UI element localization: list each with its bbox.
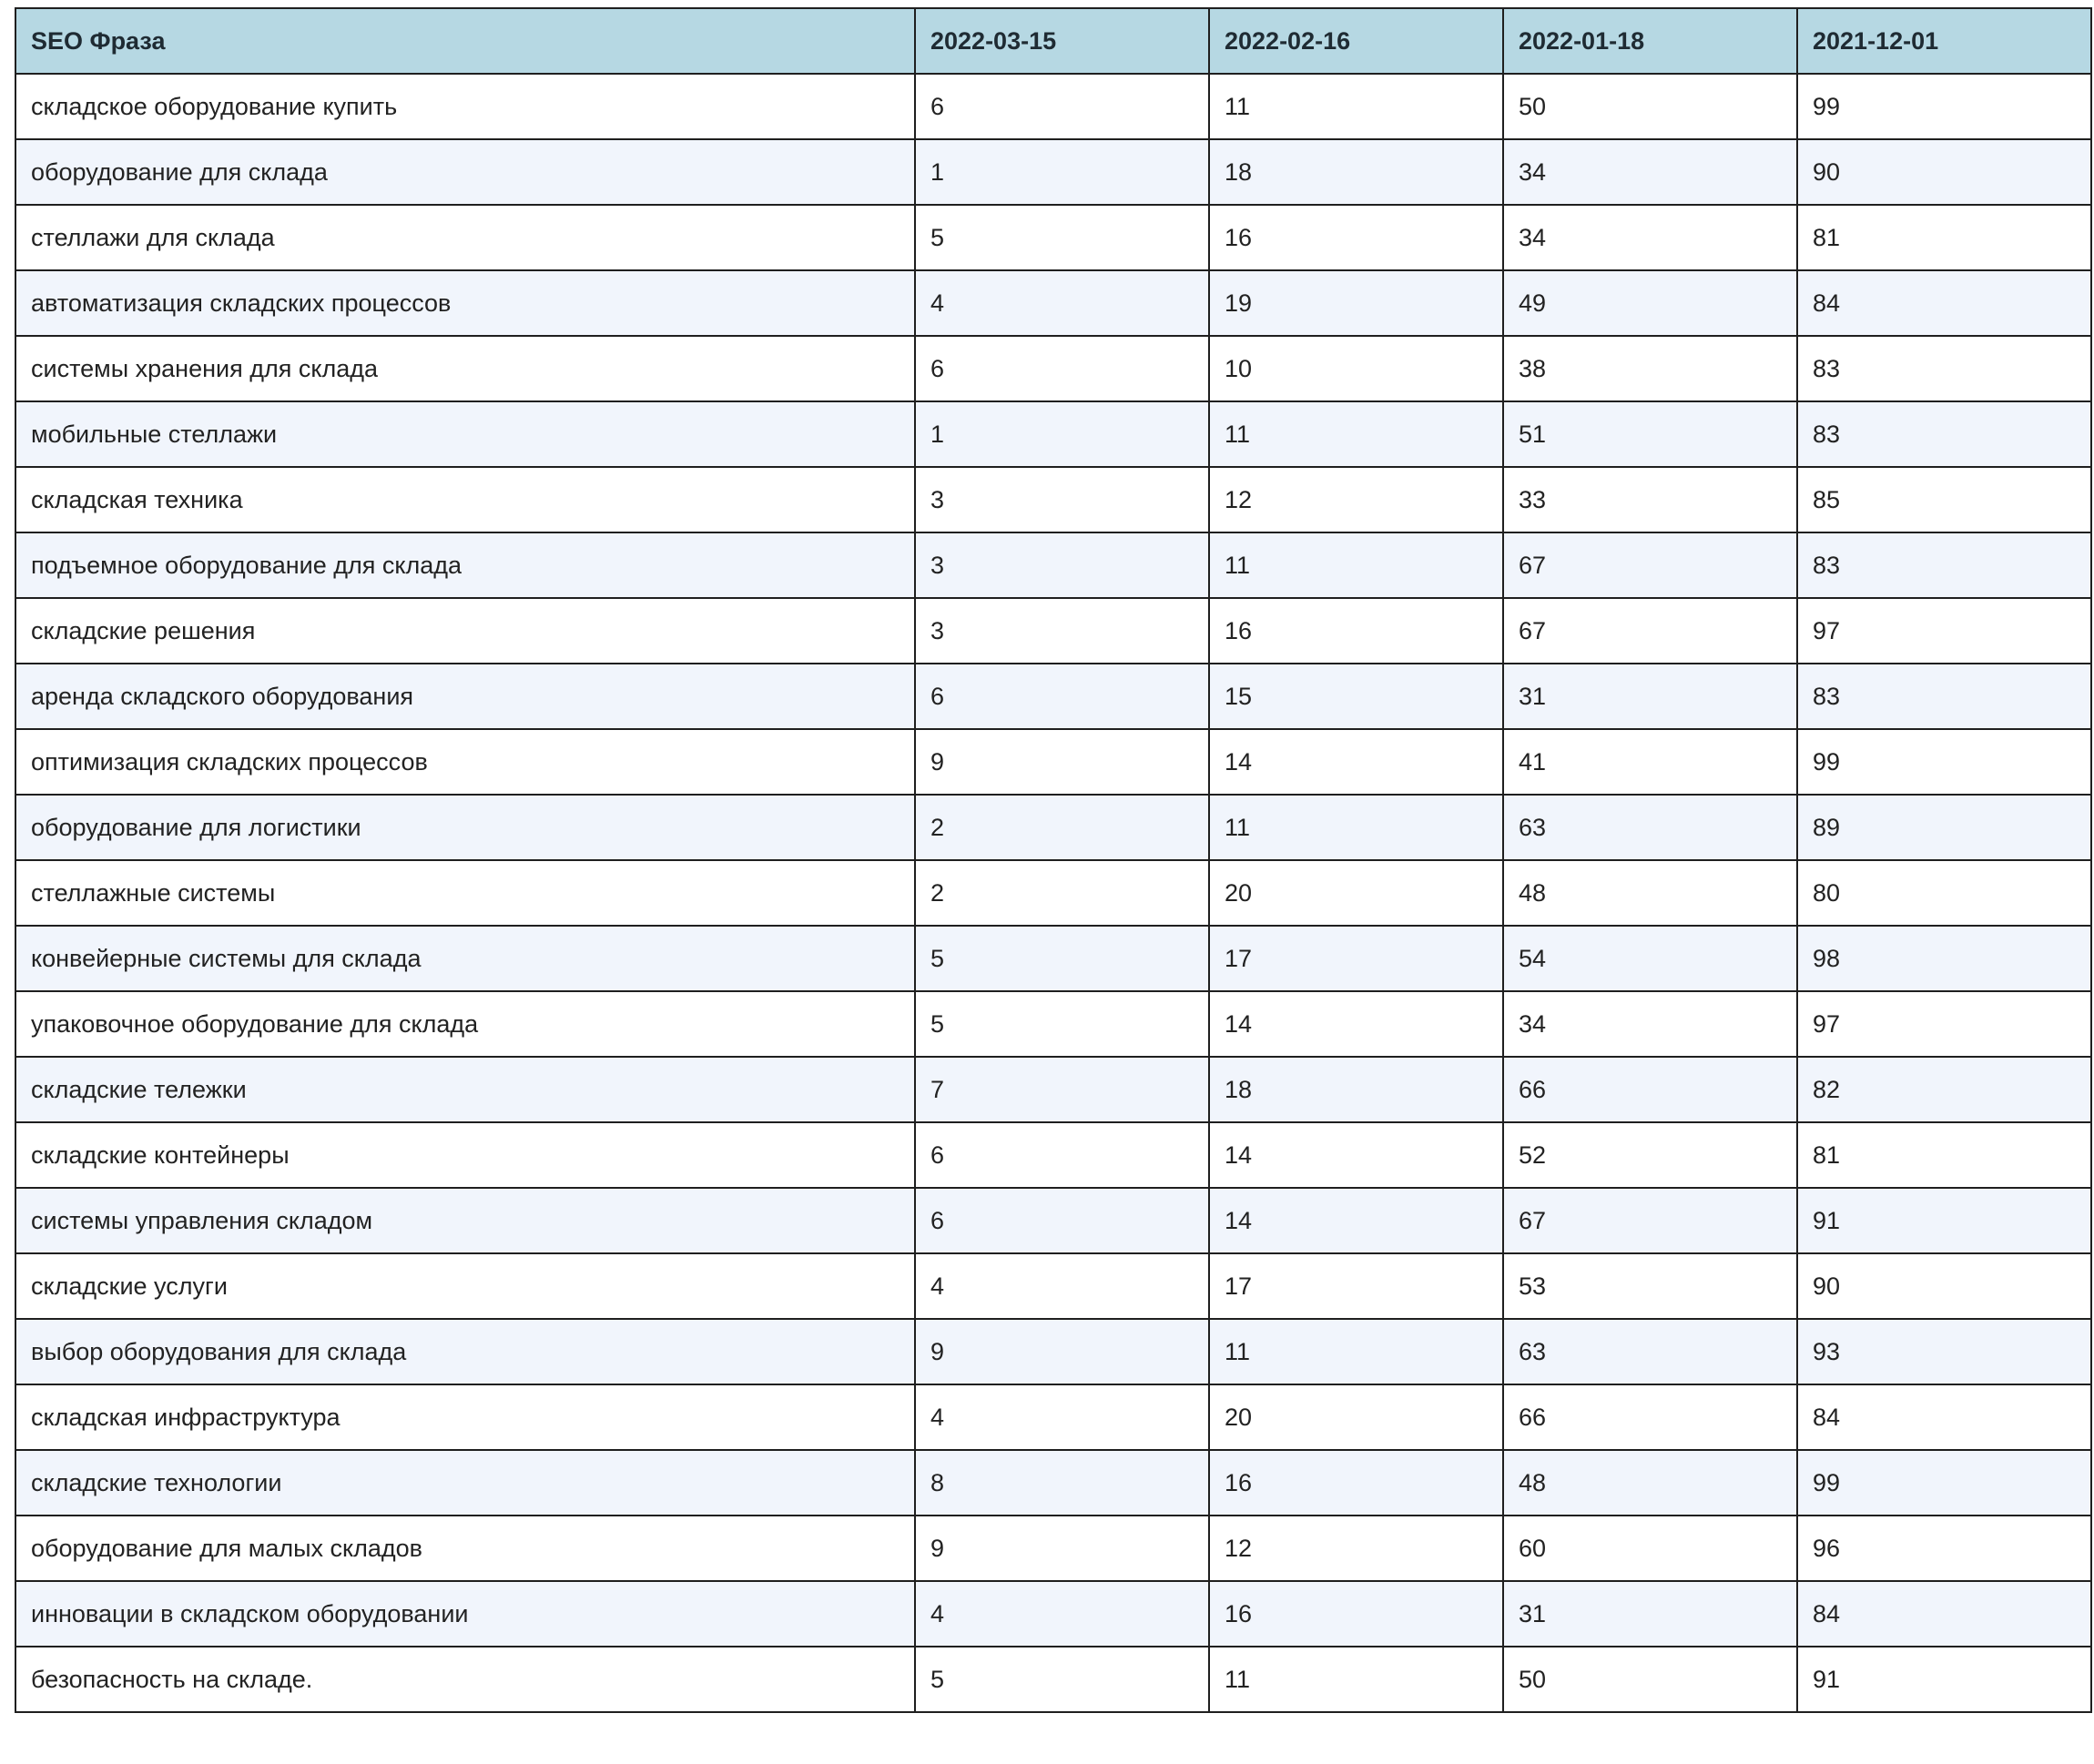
cell-date-3: 66 — [1503, 1384, 1797, 1450]
cell-date-2: 19 — [1209, 270, 1503, 336]
cell-date-3: 53 — [1503, 1253, 1797, 1319]
cell-date-2: 12 — [1209, 467, 1503, 532]
cell-date-4: 84 — [1797, 270, 2091, 336]
cell-phrase: оптимизация складских процессов — [15, 729, 915, 795]
cell-date-3: 33 — [1503, 467, 1797, 532]
cell-date-4: 83 — [1797, 336, 2091, 401]
cell-date-2: 11 — [1209, 401, 1503, 467]
cell-date-2: 18 — [1209, 1057, 1503, 1122]
table-row — [15, 991, 2091, 1057]
cell-date-4: 97 — [1797, 598, 2091, 664]
table-row — [15, 1516, 2091, 1581]
seo-positions-table — [15, 7, 2092, 1713]
cell-date-2: 20 — [1209, 860, 1503, 926]
cell-date-1: 5 — [915, 991, 1209, 1057]
cell-date-2: 17 — [1209, 1253, 1503, 1319]
cell-date-1: 6 — [915, 1122, 1209, 1188]
cell-date-1: 3 — [915, 467, 1209, 532]
cell-phrase: упаковочное оборудование для склада — [15, 991, 915, 1057]
cell-date-4: 83 — [1797, 401, 2091, 467]
cell-date-3: 63 — [1503, 795, 1797, 860]
cell-date-1: 8 — [915, 1450, 1209, 1516]
cell-phrase: складские услуги — [15, 1253, 915, 1319]
cell-date-2: 16 — [1209, 598, 1503, 664]
cell-phrase: складские тележки — [15, 1057, 915, 1122]
cell-date-1: 9 — [915, 1319, 1209, 1384]
cell-date-4: 90 — [1797, 1253, 2091, 1319]
cell-date-2: 20 — [1209, 1384, 1503, 1450]
cell-date-3: 67 — [1503, 532, 1797, 598]
cell-date-4: 81 — [1797, 205, 2091, 270]
cell-date-4: 80 — [1797, 860, 2091, 926]
cell-date-2: 11 — [1209, 532, 1503, 598]
cell-date-4: 82 — [1797, 1057, 2091, 1122]
cell-date-3: 34 — [1503, 991, 1797, 1057]
cell-date-1: 4 — [915, 1384, 1209, 1450]
column-header-date-2: 2022-02-16 — [1209, 8, 1503, 74]
header-row — [15, 8, 2091, 74]
table-row — [15, 1647, 2091, 1712]
cell-date-3: 67 — [1503, 598, 1797, 664]
table-row — [15, 664, 2091, 729]
cell-date-4: 96 — [1797, 1516, 2091, 1581]
cell-date-2: 14 — [1209, 1122, 1503, 1188]
cell-date-4: 98 — [1797, 926, 2091, 991]
table-row — [15, 1057, 2091, 1122]
table-row — [15, 860, 2091, 926]
cell-date-4: 90 — [1797, 139, 2091, 205]
cell-date-2: 16 — [1209, 1450, 1503, 1516]
cell-date-2: 11 — [1209, 1319, 1503, 1384]
cell-phrase: безопасность на складе. — [15, 1647, 915, 1712]
cell-date-4: 97 — [1797, 991, 2091, 1057]
cell-date-3: 38 — [1503, 336, 1797, 401]
table-row — [15, 205, 2091, 270]
cell-phrase: мобильные стеллажи — [15, 401, 915, 467]
column-header-phrase: SEO Фраза — [15, 8, 915, 74]
cell-date-4: 99 — [1797, 1450, 2091, 1516]
cell-date-1: 3 — [915, 598, 1209, 664]
cell-phrase: аренда складского оборудования — [15, 664, 915, 729]
column-header-date-1: 2022-03-15 — [915, 8, 1209, 74]
cell-date-3: 60 — [1503, 1516, 1797, 1581]
cell-phrase: системы хранения для склада — [15, 336, 915, 401]
cell-date-3: 66 — [1503, 1057, 1797, 1122]
cell-date-2: 14 — [1209, 991, 1503, 1057]
cell-date-1: 2 — [915, 795, 1209, 860]
cell-date-1: 1 — [915, 401, 1209, 467]
table-row — [15, 1450, 2091, 1516]
cell-date-2: 10 — [1209, 336, 1503, 401]
cell-date-3: 63 — [1503, 1319, 1797, 1384]
cell-date-2: 18 — [1209, 139, 1503, 205]
cell-date-1: 3 — [915, 532, 1209, 598]
cell-date-1: 9 — [915, 729, 1209, 795]
cell-date-4: 99 — [1797, 74, 2091, 139]
table-row — [15, 139, 2091, 205]
cell-date-2: 16 — [1209, 205, 1503, 270]
cell-date-4: 83 — [1797, 532, 2091, 598]
cell-date-2: 14 — [1209, 729, 1503, 795]
table-row — [15, 270, 2091, 336]
cell-date-3: 52 — [1503, 1122, 1797, 1188]
cell-date-3: 34 — [1503, 205, 1797, 270]
cell-date-2: 16 — [1209, 1581, 1503, 1647]
table-row — [15, 467, 2091, 532]
cell-date-1: 5 — [915, 926, 1209, 991]
cell-date-4: 99 — [1797, 729, 2091, 795]
cell-phrase: складская инфраструктура — [15, 1384, 915, 1450]
cell-date-4: 93 — [1797, 1319, 2091, 1384]
cell-phrase: складские контейнеры — [15, 1122, 915, 1188]
cell-date-4: 91 — [1797, 1647, 2091, 1712]
seo-table-container — [15, 7, 2090, 1713]
cell-date-3: 67 — [1503, 1188, 1797, 1253]
cell-phrase: складские технологии — [15, 1450, 915, 1516]
cell-date-4: 83 — [1797, 664, 2091, 729]
table-row — [15, 1581, 2091, 1647]
cell-date-4: 85 — [1797, 467, 2091, 532]
cell-date-3: 49 — [1503, 270, 1797, 336]
cell-phrase: оборудование для малых складов — [15, 1516, 915, 1581]
cell-date-1: 7 — [915, 1057, 1209, 1122]
table-row — [15, 74, 2091, 139]
cell-phrase: складская техника — [15, 467, 915, 532]
cell-date-2: 17 — [1209, 926, 1503, 991]
table-row — [15, 1319, 2091, 1384]
table-row — [15, 532, 2091, 598]
cell-date-1: 6 — [915, 336, 1209, 401]
cell-phrase: системы управления складом — [15, 1188, 915, 1253]
cell-date-1: 5 — [915, 205, 1209, 270]
cell-date-2: 11 — [1209, 795, 1503, 860]
cell-date-4: 84 — [1797, 1384, 2091, 1450]
cell-phrase: подъемное оборудование для склада — [15, 532, 915, 598]
cell-phrase: стеллажные системы — [15, 860, 915, 926]
table-row — [15, 598, 2091, 664]
cell-date-3: 31 — [1503, 664, 1797, 729]
table-header — [15, 8, 2091, 74]
cell-date-2: 11 — [1209, 1647, 1503, 1712]
cell-phrase: стеллажи для склада — [15, 205, 915, 270]
table-row — [15, 1253, 2091, 1319]
table-row — [15, 401, 2091, 467]
cell-phrase: автоматизация складских процессов — [15, 270, 915, 336]
table-row — [15, 1384, 2091, 1450]
column-header-date-4: 2021-12-01 — [1797, 8, 2091, 74]
cell-date-4: 84 — [1797, 1581, 2091, 1647]
cell-date-3: 54 — [1503, 926, 1797, 991]
cell-date-1: 9 — [915, 1516, 1209, 1581]
table-row — [15, 1122, 2091, 1188]
cell-date-1: 2 — [915, 860, 1209, 926]
cell-phrase: конвейерные системы для склада — [15, 926, 915, 991]
cell-date-1: 6 — [915, 1188, 1209, 1253]
column-header-date-3: 2022-01-18 — [1503, 8, 1797, 74]
cell-date-2: 11 — [1209, 74, 1503, 139]
cell-date-3: 41 — [1503, 729, 1797, 795]
cell-date-4: 91 — [1797, 1188, 2091, 1253]
cell-date-3: 48 — [1503, 860, 1797, 926]
table-row — [15, 729, 2091, 795]
cell-phrase: инновации в складском оборудовании — [15, 1581, 915, 1647]
cell-date-1: 1 — [915, 139, 1209, 205]
cell-date-2: 15 — [1209, 664, 1503, 729]
table-row — [15, 926, 2091, 991]
cell-phrase: оборудование для логистики — [15, 795, 915, 860]
cell-date-1: 4 — [915, 1581, 1209, 1647]
table-body — [15, 74, 2091, 1712]
cell-phrase: складские решения — [15, 598, 915, 664]
cell-date-3: 50 — [1503, 1647, 1797, 1712]
cell-date-1: 6 — [915, 664, 1209, 729]
cell-date-1: 4 — [915, 1253, 1209, 1319]
cell-date-4: 89 — [1797, 795, 2091, 860]
cell-date-2: 14 — [1209, 1188, 1503, 1253]
cell-date-1: 6 — [915, 74, 1209, 139]
cell-phrase: оборудование для склада — [15, 139, 915, 205]
cell-date-1: 5 — [915, 1647, 1209, 1712]
cell-date-2: 12 — [1209, 1516, 1503, 1581]
cell-date-3: 48 — [1503, 1450, 1797, 1516]
cell-phrase: складское оборудование купить — [15, 74, 915, 139]
cell-date-3: 31 — [1503, 1581, 1797, 1647]
cell-date-3: 50 — [1503, 74, 1797, 139]
cell-phrase: выбор оборудования для склада — [15, 1319, 915, 1384]
cell-date-3: 51 — [1503, 401, 1797, 467]
cell-date-3: 34 — [1503, 139, 1797, 205]
cell-date-1: 4 — [915, 270, 1209, 336]
table-row — [15, 795, 2091, 860]
cell-date-4: 81 — [1797, 1122, 2091, 1188]
table-row — [15, 336, 2091, 401]
table-row — [15, 1188, 2091, 1253]
